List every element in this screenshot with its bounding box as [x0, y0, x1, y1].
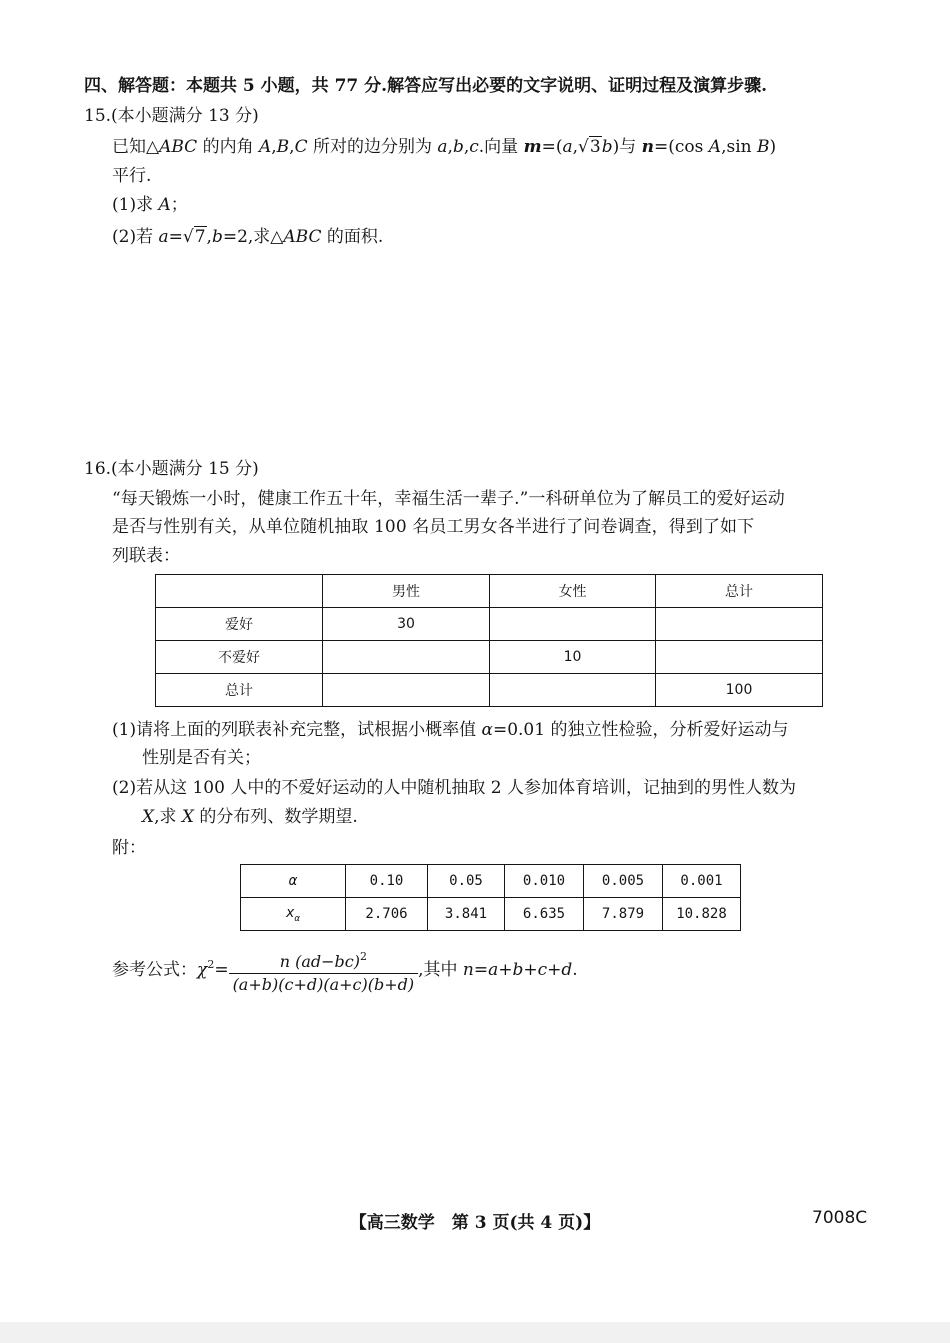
vector-n: n	[641, 137, 655, 157]
table-cell: 10	[490, 641, 656, 674]
appendix-label: 附：	[112, 838, 146, 858]
table-cell: 7.879	[584, 898, 663, 931]
table-header-row	[156, 575, 823, 608]
q16-part1-line2: 性别是否有关；	[142, 748, 261, 768]
reference-formula: 参考公式：$\chi^2=$ $\frac{n (ad-bc)^2}{(a+b)(c+d)(a+c)(b+d)}$ ,其中 n=a+b+c+d.	[112, 943, 578, 995]
vector-m: m	[523, 137, 542, 157]
q16-stem-line1: “每天锻炼一小时，健康工作五十年，幸福生活一辈子.”一科研单位为了解员工的爱好运动	[112, 489, 785, 509]
q16-part2-line2: X,求 X 的分布列、数学期望.	[142, 807, 358, 827]
table-cell: 10.828	[663, 898, 741, 931]
table-cell: 0.05	[428, 865, 505, 898]
table-cell: 0.001	[663, 865, 741, 898]
q16-part1-line1: (1)请将上面的列联表补充完整，试根据小概率值 α=0.01 的独立性检验，分析爱好运动与	[112, 720, 789, 740]
q15-part2: (2)若 a=√7,b=2,求△ABC 的面积.	[112, 227, 384, 247]
table-header-cell: 男性	[323, 575, 490, 608]
contingency-table	[155, 574, 823, 707]
critical-value-table	[240, 864, 741, 931]
q16-stem-line2: 是否与性别有关，从单位随机抽取 100 名员工男女各半进行了问卷调查，得到了如下	[112, 517, 755, 537]
page-footer: 【高三数学 第 3 页(共 4 页)】	[349, 1213, 601, 1233]
table-cell: 不爱好	[156, 641, 323, 674]
table-cell	[490, 674, 656, 707]
table-cell: 3.841	[428, 898, 505, 931]
table-cell	[323, 641, 490, 674]
alpha-label-cell: α	[241, 865, 346, 898]
table-cell: 总计	[156, 674, 323, 707]
table-row	[156, 608, 823, 641]
table-cell: 0.10	[346, 865, 428, 898]
q16-number: 16.(本小题满分 15 分)	[84, 459, 259, 479]
table-row	[241, 898, 741, 931]
table-row	[241, 865, 741, 898]
table-cell: 6.635	[505, 898, 584, 931]
table-cell	[490, 608, 656, 641]
q15-stem: 已知△ABC 的内角 A,B,C 所对的边分别为 a,b,c.向量 m=(a,√3b)与 n=(cos A,sin B)	[112, 137, 777, 157]
table-cell	[656, 608, 823, 641]
table-row	[156, 641, 823, 674]
scan-bottom-band	[0, 1322, 950, 1343]
table-row	[156, 674, 823, 707]
table-cell: 0.010	[505, 865, 584, 898]
x-alpha-label-cell: $x_\alpha$	[241, 898, 346, 931]
q16-stem-line3: 列联表：	[112, 546, 180, 566]
sqrt-sign: √	[182, 227, 194, 247]
table-cell: 0.005	[584, 865, 663, 898]
section-header: 四、解答题：本题共 5 小题，共 77 分.解答应写出必要的文字说明、证明过程及演算步骤.	[84, 76, 767, 96]
sqrt-sign: √	[578, 137, 589, 157]
table-header-cell: 总计	[656, 575, 823, 608]
table-cell: 30	[323, 608, 490, 641]
q16-part2-line1: (2)若从这 100 人中的不爱好运动的人中随机抽取 2 人参加体育培训，记抽到的男性人数为	[112, 778, 796, 798]
table-cell: 爱好	[156, 608, 323, 641]
q15-number: 15.(本小题满分 13 分)	[84, 106, 259, 126]
table-cell	[323, 674, 490, 707]
table-cell: 2.706	[346, 898, 428, 931]
table-cell	[656, 641, 823, 674]
exam-code: 7008C	[812, 1208, 868, 1228]
table-header-cell	[156, 575, 323, 608]
chi-square-fraction: $\frac{n (ad-bc)^2}{(a+b)(c+d)(a+c)(b+d)}$	[229, 947, 419, 995]
table-header-cell: 女性	[490, 575, 656, 608]
q15-stem-end: 平行.	[112, 166, 152, 186]
table-cell: 100	[656, 674, 823, 707]
q15-part1: (1)求 A；	[112, 195, 188, 215]
